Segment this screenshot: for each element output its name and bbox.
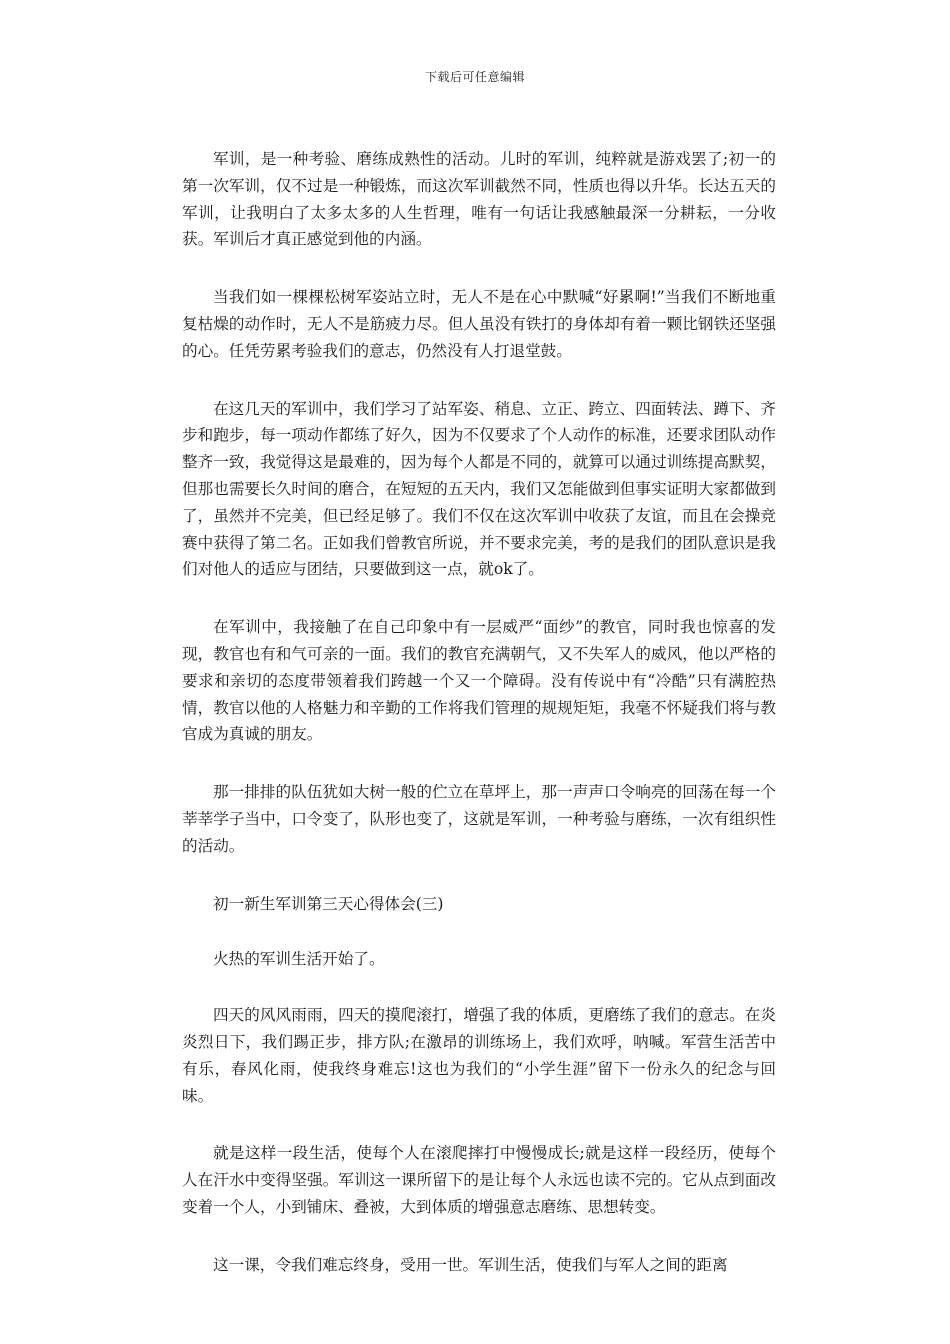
paragraph-6: 火热的军训生活开始了。 — [213, 950, 385, 969]
page-header-note: 下载后可任意编辑 — [424, 70, 525, 84]
paragraph-8: 就是这样一段生活，使每个人在滚爬摔打中慢慢成长;就是这样一段经历，使每个人在汗水中变得坚强。军训这一课所留下的是让每个人永远也读不完的。它从点到面改变着一个人，小到铺床、叠被，大到体质的增强意志磨练、思想转变。 — [182, 1144, 776, 1216]
paragraph-3: 在这几天的军训中，我们学习了站军姿、稍息、立正、跨立、四面转法、蹲下、齐步和跑步，每一项动作都练了好久，因为不仅要求了个人动作的标准，还要求团队动作整齐一致，我觉得这是最难的，因为每个人都是不同的，就算可以通过训练提高默契，但那也需要长久时间的磨合，在短短的五天内，我们又怎能做到但事实证明大家都做到了，虽然并不完美，但已经足够了。我们不仅在这次军训中收获了友谊，而且在会操竞赛中获得了第二名。正如我们曾教官所说，并不要求完美，考的是我们的团队意识是我们对他人的适应与团结，只要做到这一点，就ok了。 — [182, 399, 776, 579]
section-heading: 初一新生军训第三天心得体会(三) — [213, 894, 444, 913]
paragraph-1: 军训，是一种考验、磨练成熟性的活动。儿时的军训，纯粹就是游戏罢了;初一的第一次军训，仅不过是一种锻炼，而这次军训截然不同，性质也得以升华。长达五天的军训，让我明白了太多太多的人生哲理，唯有一句话让我感触最深一分耕耘，一分收获。军训后才真正感觉到他的内涵。 — [182, 150, 776, 249]
paragraph-4: 在军训中，我接触了在自己印象中有一层威严“面纱”的教官，同时我也惊喜的发现，教官也有和气可亲的一面。我们的教官充满朝气，又不失军人的威风，他以严格的要求和亲切的态度带领着我们跨越一个又一个障碍。没有传说中有“冷酷”只有满腔热情，教官以他的人格魅力和辛勤的工作将我们管理的规规矩矩，我毫不怀疑我们将与教官成为真诚的朋友。 — [182, 618, 776, 744]
article-body — [182, 146, 776, 1310]
paragraph-5: 那一排排的队伍犹如大树一般的伫立在草坪上，那一声声口令响亮的回荡在每一个莘莘学子当中，口令变了，队形也变了，这就是军训，一种考验与磨练，一次有组织性的活动。 — [182, 783, 776, 855]
paragraph-9: 这一课，令我们难忘终身，受用一世。军训生活，使我们与军人之间的距离 — [213, 1255, 728, 1274]
paragraph-2: 当我们如一棵棵松树军姿站立时，无人不是在心中默喊“好累啊!”当我们不断地重复枯燥的动作时，无人不是筋疲力尽。但人虽没有铁打的身体却有着一颗比钢铁还坚强的心。任凭劳累考验我们的意志，仍然没有人打退堂鼓。 — [182, 288, 776, 360]
paragraph-7: 四天的风风雨雨，四天的摸爬滚打，增强了我的体质，更磨练了我们的意志。在炎炎烈日下，我们踢正步，排方队;在激昂的训练场上，我们欢呼，呐喊。军营生活苦中有乐，春风化雨，使我终身难忘!这也为我们的“小学生涯”留下一份永久的纪念与回味。 — [182, 1006, 776, 1105]
